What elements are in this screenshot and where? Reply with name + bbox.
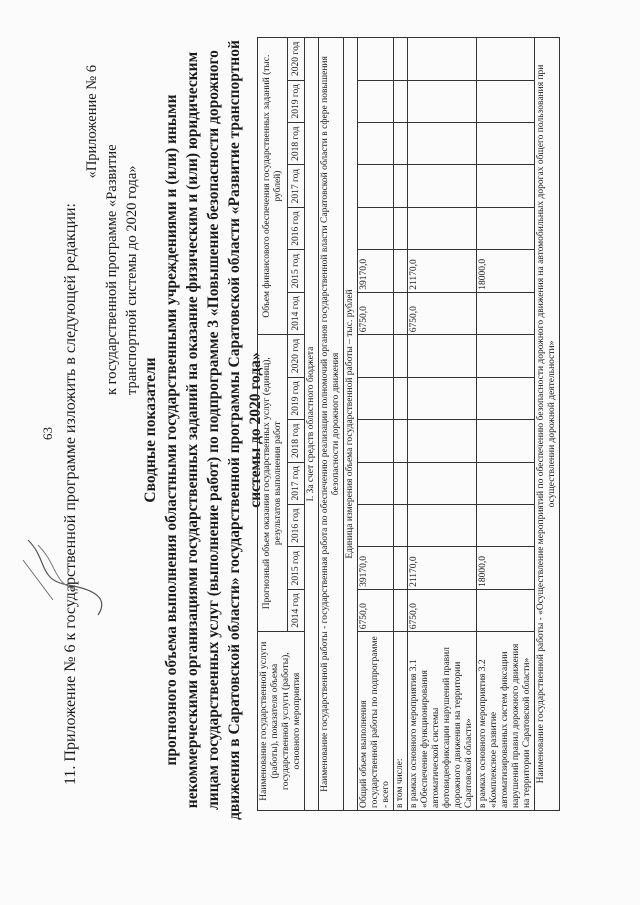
volume-cell	[358, 335, 394, 377]
finance-cell	[358, 207, 394, 249]
finance-cell: 6750,0	[408, 292, 477, 334]
finance-cell	[358, 80, 394, 122]
finance-cell	[477, 80, 535, 122]
volume-cell	[394, 377, 408, 419]
year-header-finance: 2015 год	[288, 250, 305, 292]
appendix-line-2: к государственной программе «Развитие	[104, 144, 120, 395]
finance-cell	[477, 38, 535, 81]
volume-cell	[408, 462, 477, 504]
signature-mark	[8, 530, 138, 620]
volume-cell	[394, 420, 408, 462]
finance-cell	[394, 80, 408, 122]
finance-cell: 6750,0	[358, 292, 394, 334]
volume-cell	[477, 504, 535, 546]
finance-cell	[358, 123, 394, 165]
finance-cell	[477, 123, 535, 165]
finance-cell	[477, 207, 535, 249]
volume-cell	[408, 420, 477, 462]
volume-cell	[477, 462, 535, 504]
volume-cell	[358, 462, 394, 504]
volume-cell	[477, 420, 535, 462]
volume-cell	[394, 462, 408, 504]
year-header-finance: 2020 год	[288, 38, 305, 81]
year-header-finance: 2018 год	[288, 123, 305, 165]
footer-row: Наименование государственной работы - «Осуществление мероприятий по обеспечению безопасности дорожного движения на автомобильных дорогах общего пользования при осуществлении дорожной деятельности»	[535, 38, 560, 811]
volume-cell	[408, 504, 477, 546]
finance-cell	[394, 165, 408, 207]
year-header-volume: 2016 год	[288, 504, 305, 546]
title-line-3: некоммерческими организациями государственных заданий на оказание физическим и (или) юридическим	[184, 51, 201, 809]
row-label: Общий объем выполнения государственной работы по подпрограмме - всего	[358, 632, 394, 811]
volume-cell	[477, 377, 535, 419]
finance-cell: 18000,0	[477, 250, 535, 292]
work-name-row: Наименование государственной работы - государственная работа по обеспечению реализации полномочий органов государственной власти Саратовской области в сфере повышения безопасности дорожного движения	[319, 38, 344, 811]
finance-cell	[394, 38, 408, 81]
section-header: I. За счет средств областного бюджета	[305, 38, 319, 811]
finance-cell	[394, 123, 408, 165]
volume-cell	[394, 589, 408, 631]
title-line-6: системы до 2020 года»	[247, 352, 264, 508]
year-header-volume: 2020 год	[288, 335, 305, 377]
table-body	[305, 38, 535, 811]
finance-cell	[394, 250, 408, 292]
finance-cell	[394, 207, 408, 249]
title-line-2: прогнозного объема выполнения областными государственными учреждениями и (или) иными	[163, 94, 180, 766]
appendix-line-1: «Приложение № 6	[84, 65, 100, 179]
table-row	[477, 38, 535, 811]
table-row	[394, 38, 408, 811]
intro-text: 11. Приложение № 6 к государственной программе изложить в следующей редакции:	[62, 203, 79, 785]
volume-cell	[394, 504, 408, 546]
page-number: 63	[40, 427, 55, 440]
indicators-table	[257, 37, 560, 811]
finance-cell	[394, 292, 408, 334]
volume-cell: 18000,0	[477, 547, 535, 589]
finance-cell	[408, 207, 477, 249]
finance-cell	[477, 165, 535, 207]
year-header-volume: 2014 год	[288, 589, 305, 631]
finance-cell: 39170,0	[358, 250, 394, 292]
volume-cell: 39170,0	[358, 547, 394, 589]
year-header-volume: 2019 год	[288, 377, 305, 419]
volume-cell	[394, 547, 408, 589]
year-header-finance: 2014 год	[288, 292, 305, 334]
volume-cell	[408, 377, 477, 419]
finance-cell	[358, 165, 394, 207]
table-row	[408, 38, 477, 811]
row-label: в рамках основного мероприятия 3.2 «Комплексное развитие автоматизированных систем фиксации нарушений правил дорожного движения на территории Саратовской области»	[477, 632, 535, 811]
year-header-volume: 2015 год	[288, 547, 305, 589]
row-label: в рамках основного мероприятия 3.1 «Обеспечение функционирования автоматической системы фотовидеофиксации нарушений правил дорожного движения на территории Саратовской области»	[408, 632, 477, 811]
document-title	[140, 15, 266, 845]
finance-cell	[358, 38, 394, 81]
volume-cell	[477, 335, 535, 377]
volume-cell	[358, 420, 394, 462]
finance-cell	[408, 165, 477, 207]
col-header-name: Наименование государственной услуги (работы), показателя объема государственной услуги (работы), основного мероприятия	[258, 632, 305, 811]
finance-cell	[477, 292, 535, 334]
finance-cell: 21170,0	[408, 250, 477, 292]
volume-cell	[358, 504, 394, 546]
appendix-line-3: транспортной системы до 2020 года»	[124, 165, 140, 395]
col-header-finance: Объем финансового обеспечения государственных заданий (тыс. рублей)	[258, 38, 288, 335]
col-header-volume: Прогнозный объем оказания государственных услуг (единиц), результатов выполнения работ	[258, 335, 288, 632]
volume-cell	[358, 377, 394, 419]
title-line-1: Сводные показатели	[142, 357, 159, 503]
volume-cell	[477, 589, 535, 631]
year-header-finance: 2019 год	[288, 80, 305, 122]
title-line-4: лицам государственных услуг (выполнение работ) по подпрограмме 3 «Повышение безопасности дорожного	[205, 50, 222, 810]
volume-cell: 6750,0	[358, 589, 394, 631]
finance-cell	[408, 123, 477, 165]
volume-cell	[394, 335, 408, 377]
volume-cell: 6750,0	[408, 589, 477, 631]
year-header-volume: 2017 год	[288, 462, 305, 504]
year-header-finance: 2017 год	[288, 165, 305, 207]
volume-cell	[408, 335, 477, 377]
row-label: в том числе:	[394, 632, 408, 811]
year-header-finance: 2016 год	[288, 207, 305, 249]
title-line-5: движения в Саратовской области» государственной программы Саратовской области «Развитие транспортной	[226, 40, 243, 820]
appendix-heading	[82, 65, 142, 395]
year-header-volume: 2018 год	[288, 420, 305, 462]
finance-cell	[408, 38, 477, 81]
volume-cell: 21170,0	[408, 547, 477, 589]
table-row	[358, 38, 394, 811]
unit-row: Единица измерения объема государственной работы – тыс. рублей	[344, 38, 358, 811]
finance-cell	[408, 80, 477, 122]
